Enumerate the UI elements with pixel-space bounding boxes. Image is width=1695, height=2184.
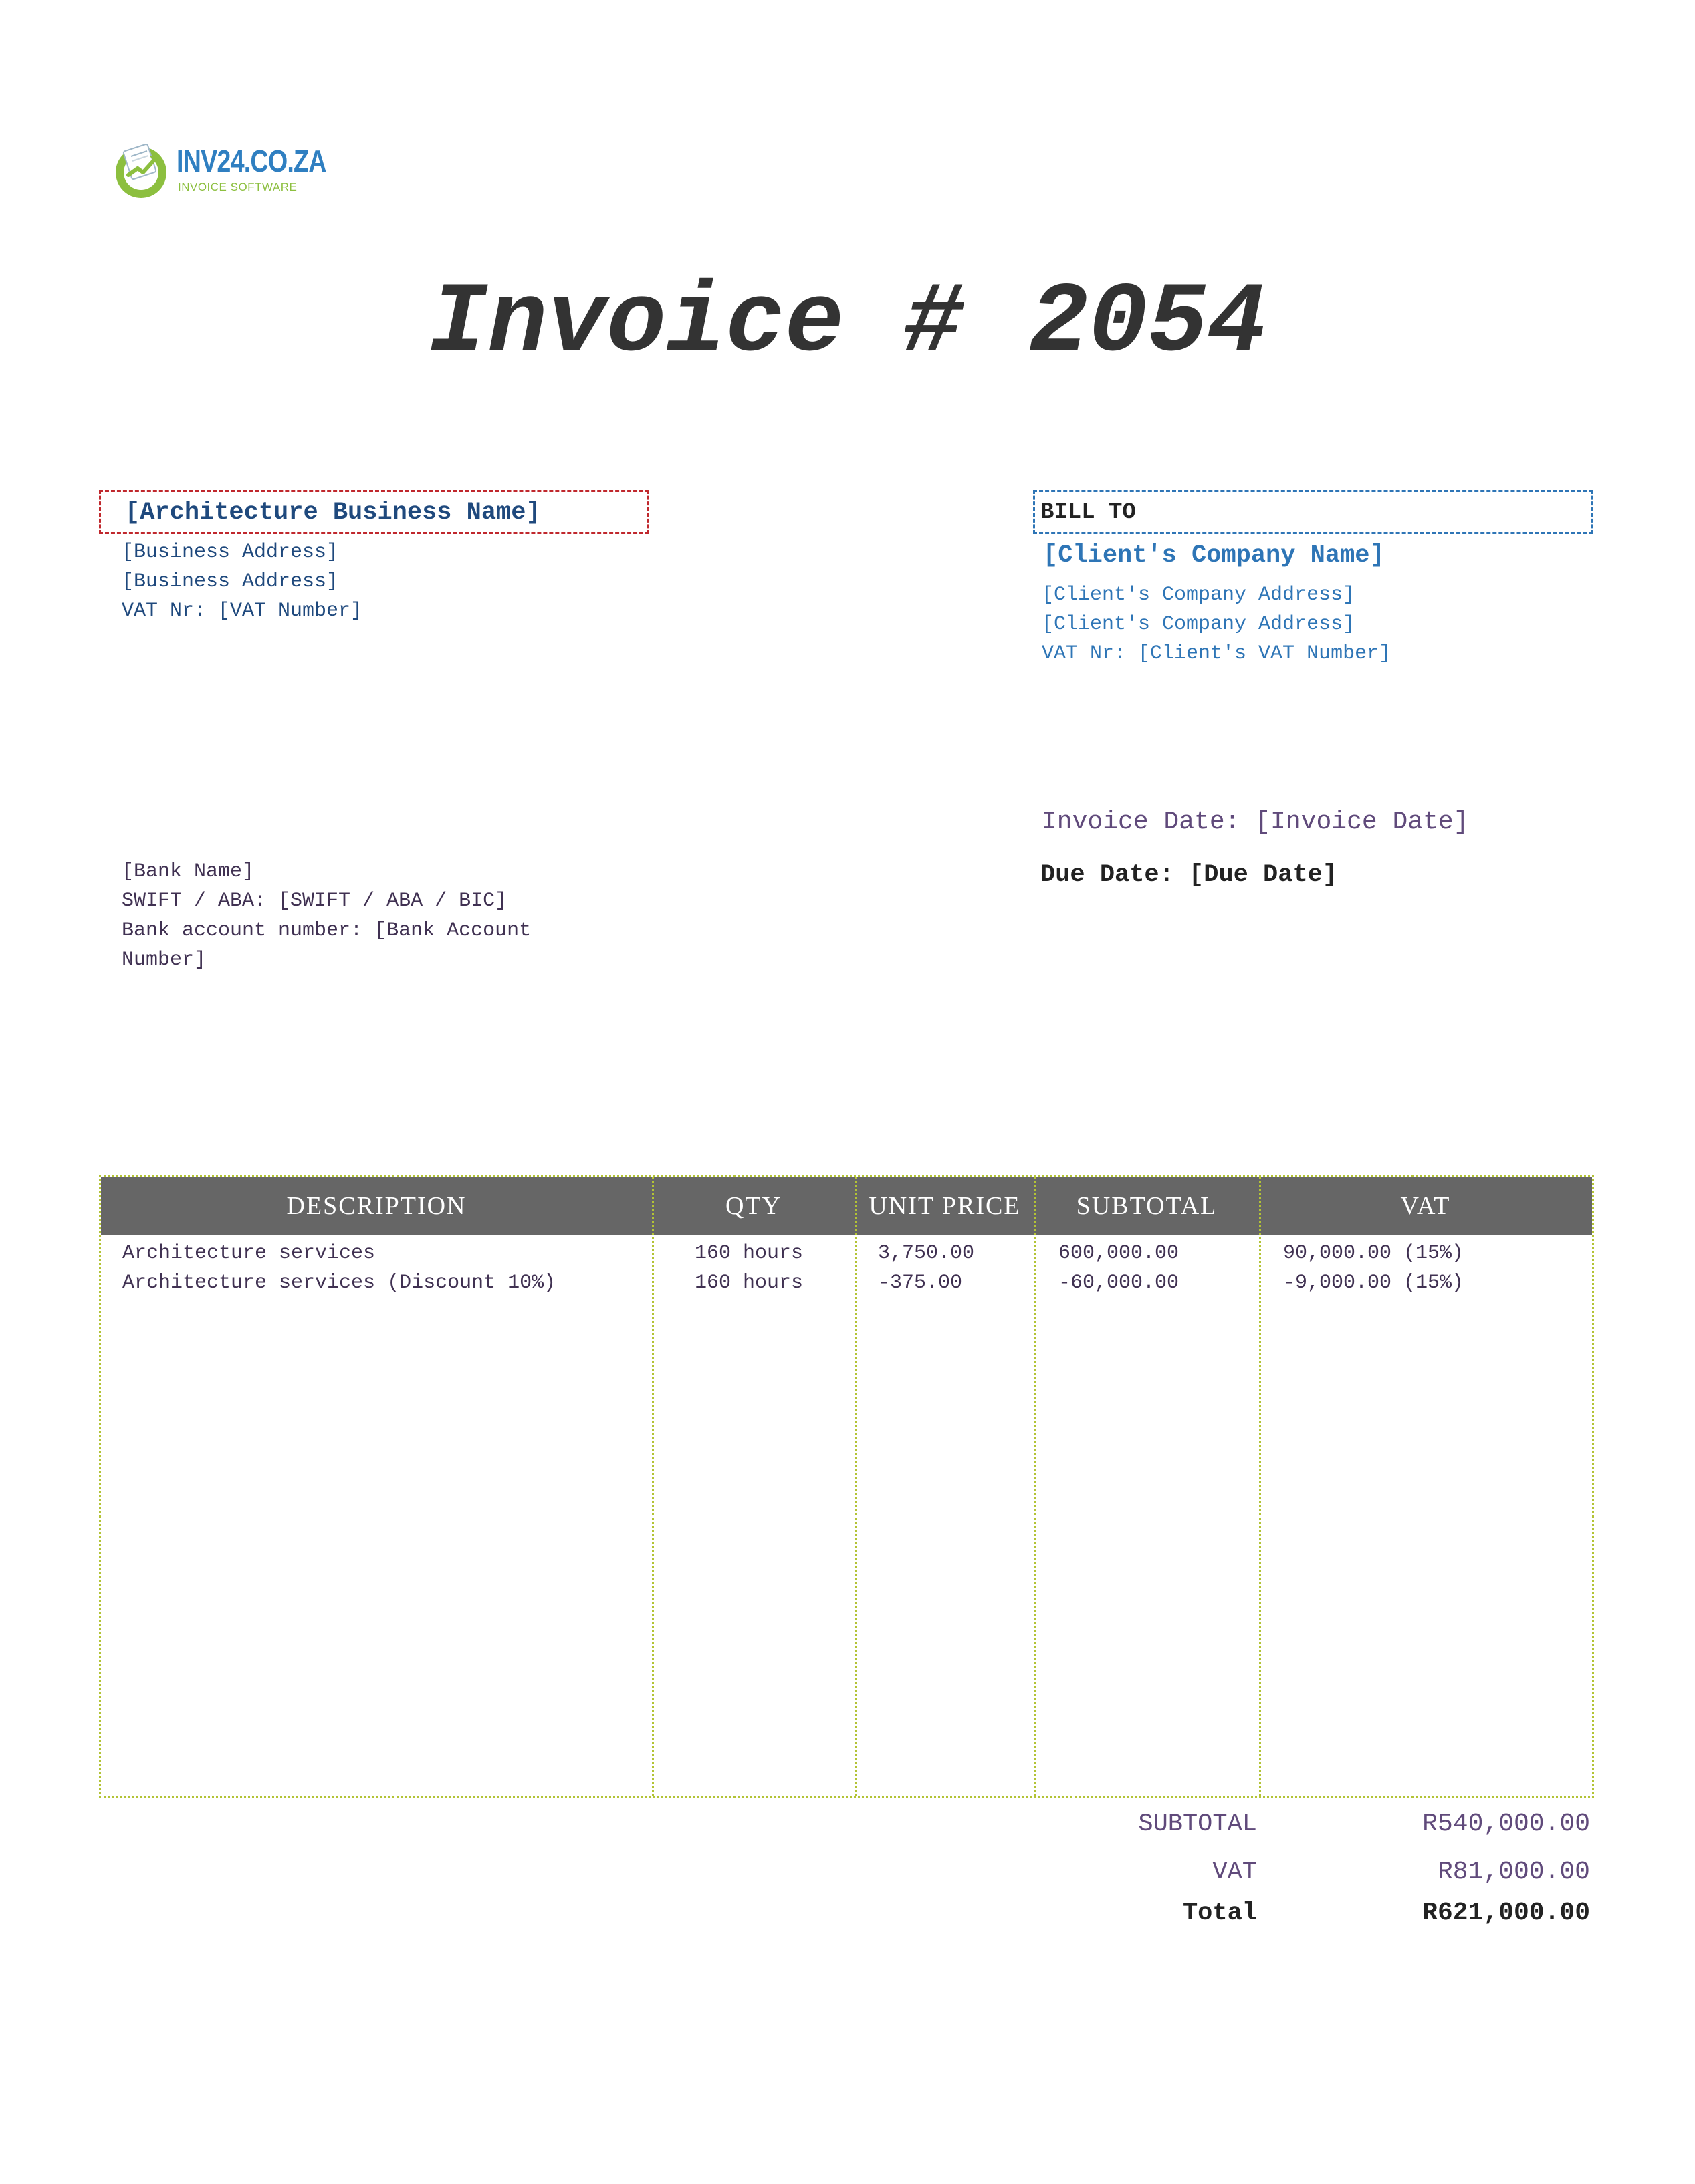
header-qty: QTY (725, 1192, 782, 1220)
row-unit-price: 3,750.00 (878, 1242, 975, 1265)
bank-swift: SWIFT / ABA: [SWIFT / ABA / BIC] (122, 890, 507, 913)
company-logo (111, 139, 326, 201)
bill-to-label: BILL TO (1040, 500, 1136, 525)
seller-name-box (99, 490, 649, 534)
invoice-number: 2054 (1028, 268, 1267, 380)
header-vat: VAT (1400, 1192, 1451, 1220)
logo-tagline: INVOICE SOFTWARE (178, 180, 298, 193)
row-subtotal: -60,000.00 (1058, 1271, 1179, 1294)
vat-total-value: R81,000.00 (1437, 1858, 1590, 1887)
row-qty: 160 hours (695, 1242, 804, 1265)
client-address-line-1: [Client's Company Address] (1042, 584, 1355, 606)
client-name: [Client's Company Name] (1043, 541, 1385, 570)
grand-total-label: Total (1182, 1899, 1257, 1927)
seller-vat-number: VAT Nr: [VAT Number] (122, 600, 363, 622)
subtotal-value: R540,000.00 (1422, 1810, 1590, 1838)
logo-icon (111, 139, 171, 199)
client-address-line-2: [Client's Company Address] (1042, 613, 1355, 636)
row-qty: 160 hours (695, 1271, 804, 1294)
row-description: Architecture services (Discount 10%) (122, 1271, 556, 1294)
bill-to-box (1033, 490, 1593, 534)
table-header (101, 1177, 1592, 1235)
seller-details (122, 537, 362, 626)
row-description: Architecture services (122, 1242, 376, 1265)
line-items-table (99, 1175, 1594, 1798)
seller-address-line-1: [Business Address] (122, 541, 339, 564)
logo-name: INV24.CO.ZA (177, 144, 326, 178)
header-unit-price: UNIT PRICE (869, 1192, 1021, 1220)
row-vat: 90,000.00 (15%) (1283, 1242, 1464, 1265)
grand-total-value: R621,000.00 (1422, 1899, 1590, 1927)
invoice-date: Invoice Date: [Invoice Date] (1042, 808, 1469, 836)
due-date: Due Date: [Due Date] (1040, 861, 1338, 889)
seller-address-line-2: [Business Address] (122, 570, 339, 593)
header-subtotal: SUBTOTAL (1076, 1192, 1218, 1220)
row-subtotal: 600,000.00 (1058, 1242, 1179, 1265)
row-vat: -9,000.00 (15%) (1283, 1271, 1464, 1294)
vat-total-label: VAT (1212, 1858, 1257, 1887)
invoice-title-prefix: Invoice # (428, 268, 964, 380)
invoice-title (0, 267, 1695, 381)
bank-account-number: Bank account number: [Bank Account Number] (122, 919, 532, 971)
subtotal-label: SUBTOTAL (1138, 1810, 1257, 1838)
bank-details (122, 857, 610, 975)
seller-name: [Architecture Business Name] (125, 499, 541, 527)
row-unit-price: -375.00 (878, 1271, 963, 1294)
table-row (101, 1268, 1592, 1298)
table-row (101, 1239, 1592, 1268)
client-vat-number: VAT Nr: [Client's VAT Number] (1042, 642, 1391, 665)
bank-name: [Bank Name] (122, 860, 255, 883)
client-details (1042, 580, 1391, 669)
header-description: DESCRIPTION (286, 1192, 467, 1220)
